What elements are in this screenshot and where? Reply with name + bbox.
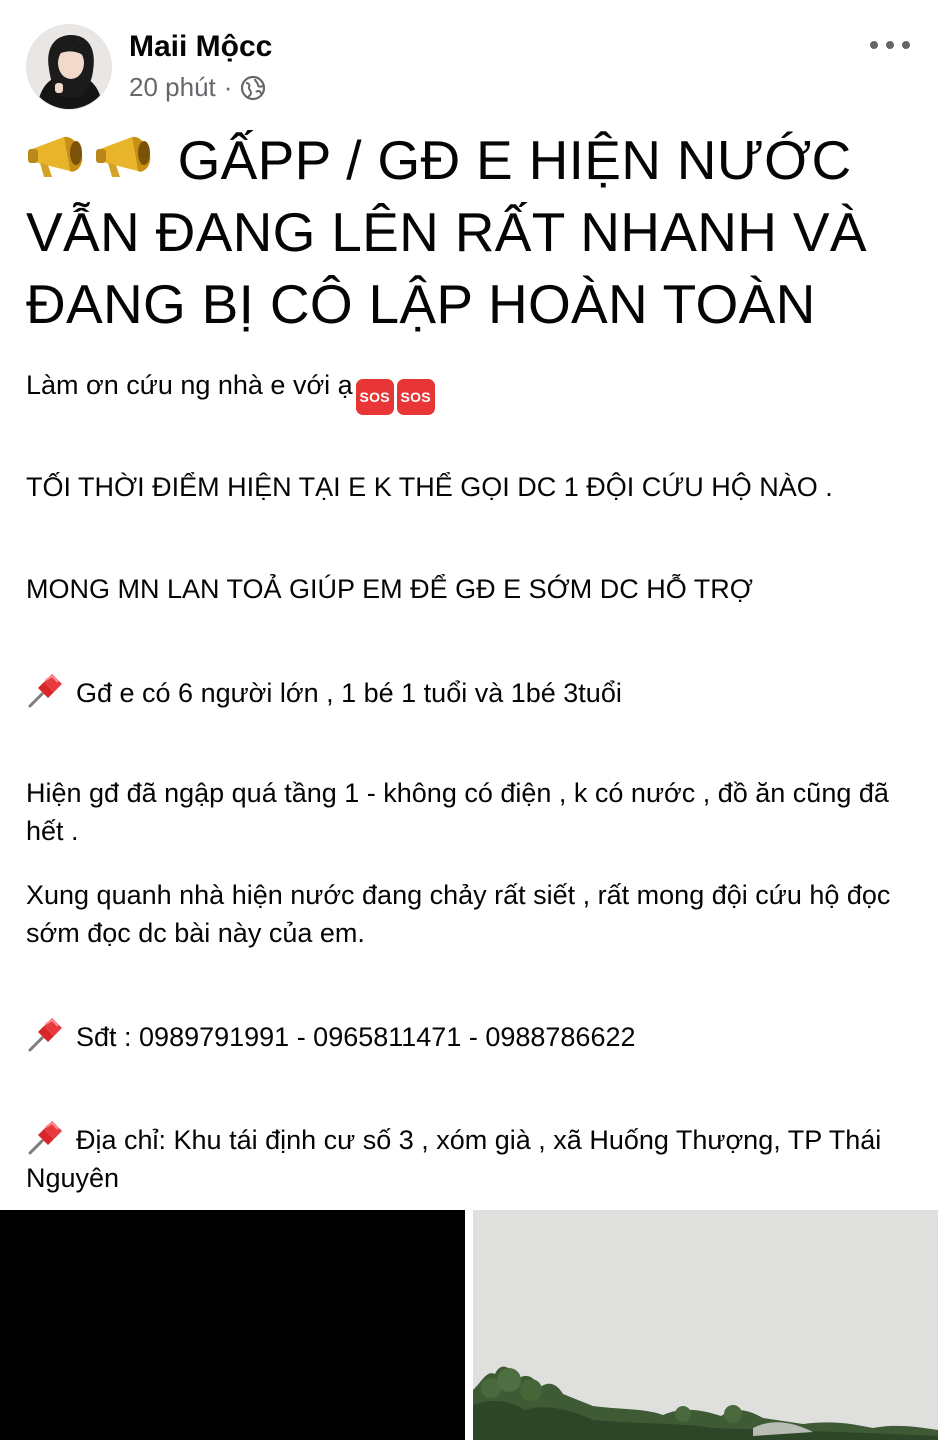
headline-text: GẤPP / GĐ E HIỆN NƯỚC VẪN ĐANG LÊN RẤT NHANH VÀ ĐANG BỊ CÔ LẬP HOÀN TOÀN — [26, 129, 867, 335]
address-text: Địa chỉ: Khu tái định cư số 3 , xóm già , xã Huống Thượng, TP Thái Nguyên — [26, 1125, 882, 1193]
share-request-line: MONG MN LAN TOẢ GIÚP EM ĐỂ GĐ E SỚM DC HỖ TRỢ — [26, 574, 753, 604]
post-body — [26, 124, 916, 1193]
globe-icon[interactable] — [240, 75, 266, 101]
sos-icon: SOS — [356, 379, 394, 415]
more-horizontal-icon — [870, 41, 878, 49]
megaphone-icon — [94, 131, 156, 183]
meta-separator: · — [223, 72, 233, 102]
post-photo-2[interactable] — [473, 1210, 938, 1440]
pushpin-icon — [26, 672, 64, 710]
plea-text: Làm ơn cứu ng nhà e với ạ — [26, 370, 353, 400]
status-line: Hiện gđ đã ngập quá tầng 1 - không có điện , k có nước , đồ ăn cũng đã hết . — [26, 778, 889, 846]
pushpin-icon — [26, 1119, 64, 1157]
flood-landscape-photo — [473, 1210, 938, 1440]
author-avatar[interactable] — [26, 24, 112, 110]
post-header — [0, 0, 938, 120]
post-headline — [26, 124, 916, 340]
more-options-button[interactable] — [870, 30, 910, 60]
address-line — [26, 1119, 916, 1197]
plea-line — [26, 366, 916, 415]
post-photo-1[interactable] — [0, 1210, 465, 1440]
surroundings-line: Xung quanh nhà hiện nước đang chảy rất siết , rất mong đội cứu hộ đọc sớm đọc dc bài này của em. — [26, 880, 891, 948]
family-line — [26, 672, 916, 712]
phone-line — [26, 1016, 916, 1056]
no-rescue-line: TỐI THỜI ĐIỂM HIỆN TẠI E K THỂ GỌI DC 1 ĐỘI CỨU HỘ NÀO . — [26, 472, 833, 502]
megaphone-icon — [26, 131, 88, 183]
author-name[interactable]: Maii Mộcc — [129, 30, 273, 63]
phone-text: Sđt : 0989791991 - 0965811471 - 0988786622 — [76, 1022, 636, 1052]
post-meta — [129, 72, 266, 103]
post-time[interactable]: 20 phút — [129, 72, 216, 102]
avatar-photo — [27, 25, 112, 110]
sos-icon: SOS — [397, 379, 435, 415]
family-text: Gđ e có 6 người lớn , 1 bé 1 tuổi và 1bé 3tuổi — [76, 678, 622, 708]
pushpin-icon — [26, 1016, 64, 1054]
